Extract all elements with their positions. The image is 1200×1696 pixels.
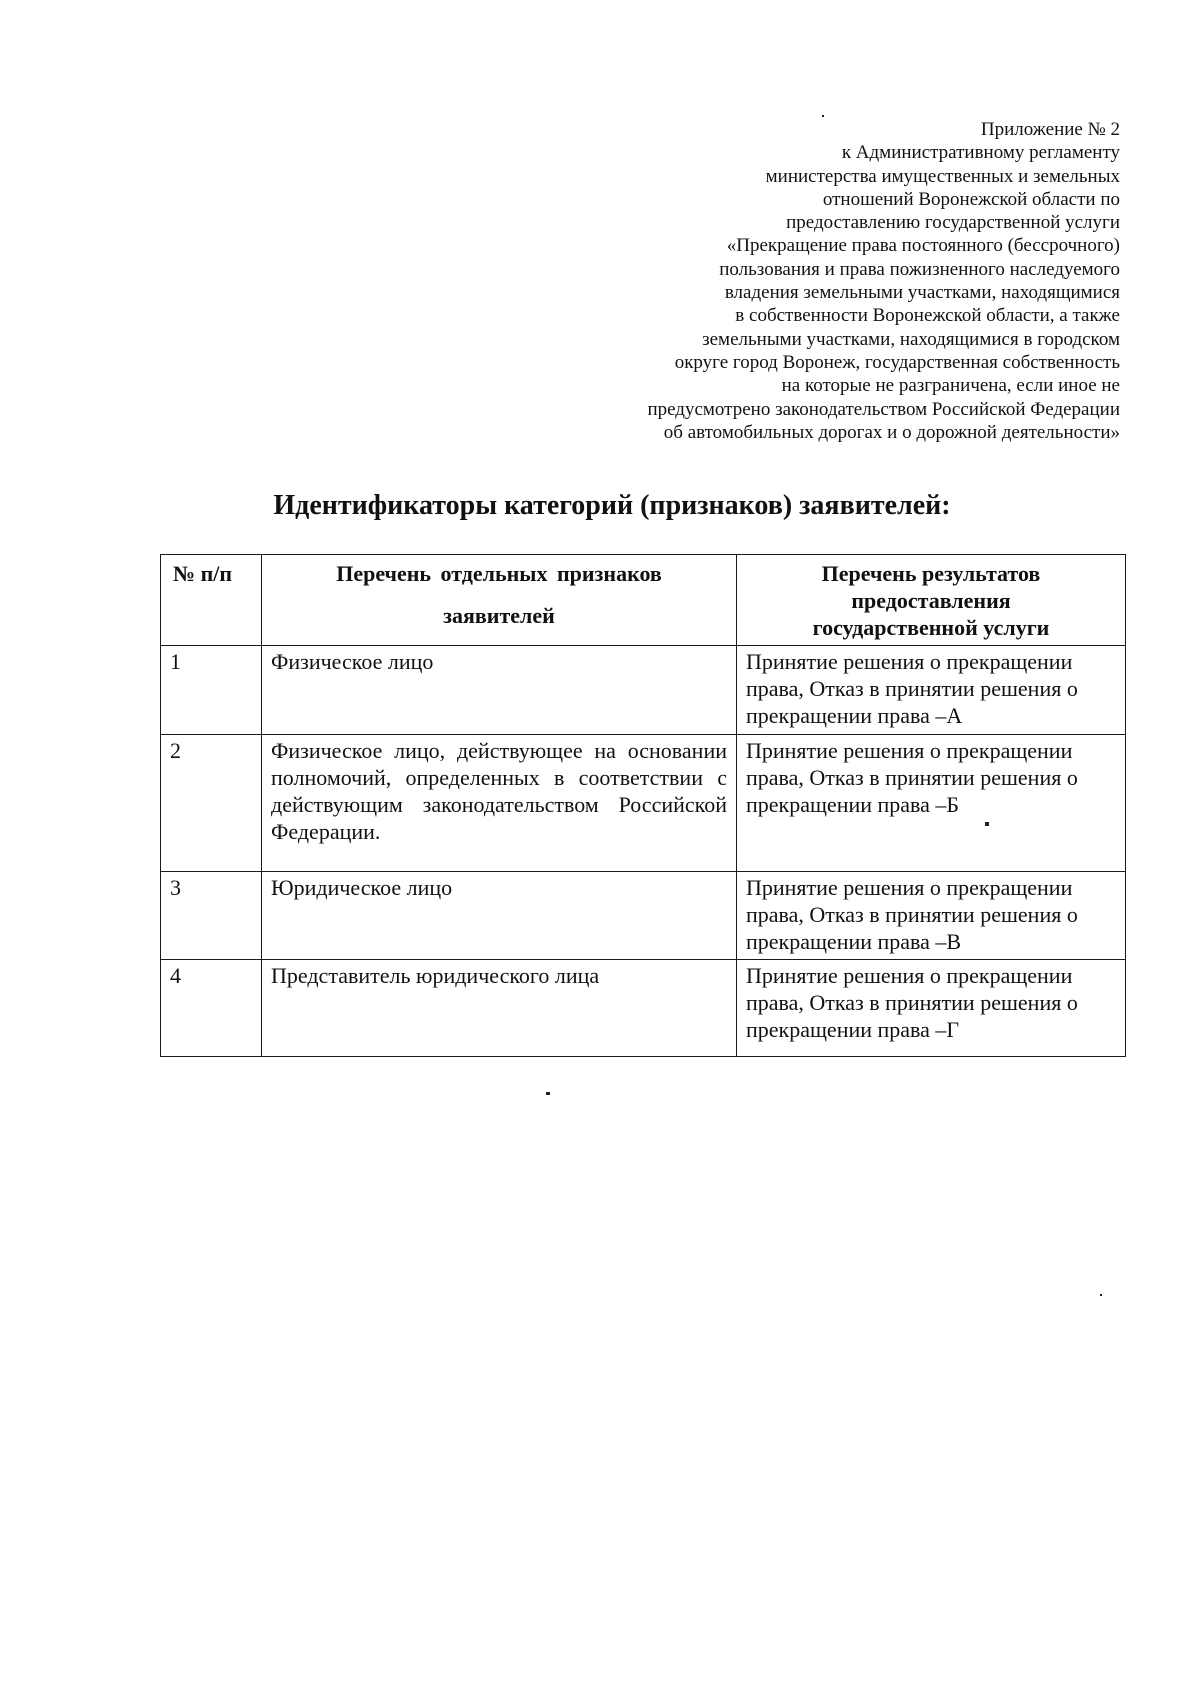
appendix-line: об автомобильных дорогах и о дорожной деятельности» [663, 421, 1120, 443]
service-result: Принятие решения о прекращении права, Отказ в принятии решения о прекращении права –Г [737, 960, 1126, 1057]
service-result: Принятие решения о прекращении права, Отказ в принятии решения о прекращении права –В [737, 872, 1126, 960]
header-applicant-signs-line: заявителей [443, 603, 555, 628]
appendix-line: владения земельными участками, находящимися [724, 282, 1120, 304]
row-number: 3 [161, 872, 262, 960]
applicant-sign: Физическое лицо, действующее на основании полномочий, определенных в соответствии с действующим законодательством Российской Федерации. [262, 735, 737, 872]
scan-speck [546, 1092, 550, 1095]
scan-speck [985, 822, 989, 826]
service-result: Принятие решения о прекращении права, Отказ в принятии решения о прекращении права –Б [737, 735, 1126, 872]
appendix-line: предоставлению государственной услуги [786, 212, 1120, 234]
header-number: № п/п [161, 555, 262, 646]
header-service-results-line: Перечень результатов [821, 561, 1041, 586]
header-service-results-line: предоставления [851, 588, 1011, 613]
row-number: 4 [161, 960, 262, 1057]
appendix-line: отношений Воронежской области по [822, 188, 1120, 210]
document-title: Идентификаторы категорий (признаков) заявителей: [273, 490, 951, 521]
table-row [161, 646, 1126, 735]
service-result: Принятие решения о прекращении права, Отказ в принятии решения о прекращении права –А [737, 646, 1126, 735]
appendix-line: в собственности Воронежской области, а также [735, 305, 1120, 327]
applicant-categories-table [160, 554, 1126, 1057]
row-number: 2 [161, 735, 262, 872]
table-row [161, 960, 1126, 1057]
appendix-note [560, 118, 1120, 444]
appendix-line: предусмотрено законодательством Российской Федерации [647, 398, 1120, 420]
appendix-line: пользования и права пожизненного наследуемого [719, 258, 1120, 280]
appendix-line: Приложение № 2 [980, 119, 1120, 140]
header-applicant-signs-line: Перечень отдельных признаков [336, 561, 662, 586]
table-header-row [161, 555, 1126, 646]
applicant-sign: Юридическое лицо [262, 872, 737, 960]
appendix-line: на которые не разграничена, если иное не [781, 375, 1120, 397]
header-service-results [737, 555, 1126, 646]
table-row [161, 872, 1126, 960]
applicant-sign: Представитель юридического лица [262, 960, 737, 1057]
scan-speck [822, 115, 824, 117]
header-service-results-line: государственной услуги [812, 615, 1050, 640]
table-row [161, 735, 1126, 872]
applicant-sign: Физическое лицо [262, 646, 737, 735]
scan-speck [1100, 1294, 1102, 1296]
appendix-line: «Прекращение права постоянного (бессрочного) [726, 235, 1120, 257]
header-applicant-signs [262, 555, 737, 646]
row-number: 1 [161, 646, 262, 735]
appendix-line: к Административному регламенту [841, 142, 1120, 164]
appendix-line: министерства имущественных и земельных [765, 165, 1120, 187]
appendix-line: округе город Воронеж, государственная собственность [674, 351, 1120, 373]
appendix-line: земельными участками, находящимися в городском [702, 328, 1120, 350]
